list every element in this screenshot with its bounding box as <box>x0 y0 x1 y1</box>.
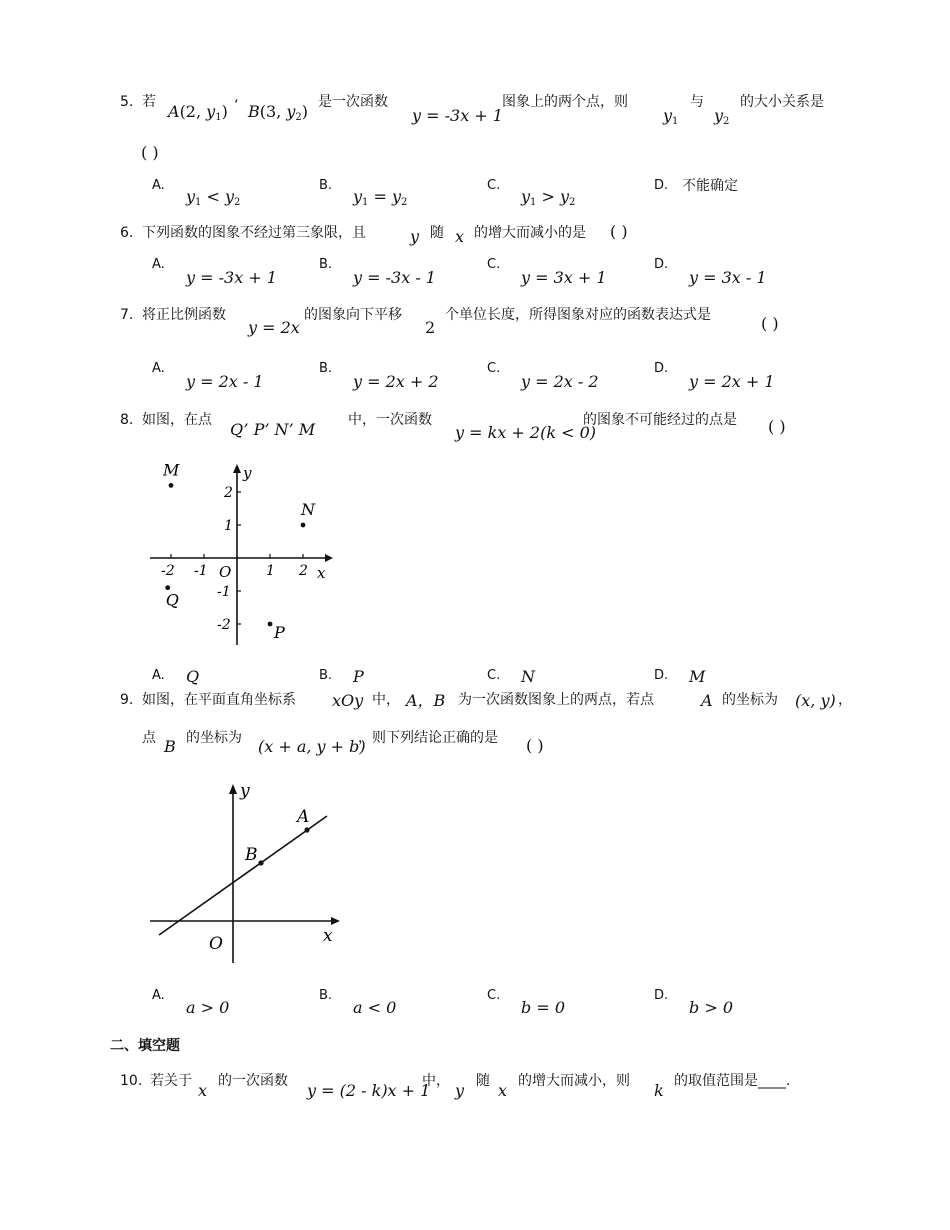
q8-answer-paren: ( ) <box>768 417 786 436</box>
q10-x-2: x <box>498 1081 508 1100</box>
q6-x: x <box>455 227 465 246</box>
q8-y-arrow <box>233 464 241 473</box>
q8-option-d-label[interactable]: D. <box>654 668 669 683</box>
q5-option-c-label[interactable]: C. <box>487 178 501 193</box>
q8-point-q-dot <box>165 585 170 590</box>
q6-text-1: 下列函数的图象不经过第三象限，且 <box>142 225 366 241</box>
q8-x-tick-label: -1 <box>194 563 208 579</box>
q8-text-3: 的图象不可能经过的点是 <box>583 412 737 428</box>
q7-option-d[interactable]: y = 2x + 1 <box>689 372 775 391</box>
q10-number: 10. <box>120 1073 143 1089</box>
q8-function: y = kx + 2(k < 0) <box>455 423 597 442</box>
q9-option-c[interactable]: b = 0 <box>521 998 565 1017</box>
q9-text-6: 的坐标为 <box>186 730 242 746</box>
q5-y1: $y_1$ <box>663 106 679 127</box>
q5-option-a[interactable]: $y_1 < y_2$ <box>186 187 241 208</box>
q9-comma: ， <box>838 692 852 708</box>
q5-separator: ’ <box>234 98 239 114</box>
q6-option-a-label[interactable]: A. <box>152 257 165 272</box>
q7-answer-paren: ( ) <box>761 314 779 333</box>
q9-option-b-label[interactable]: B. <box>319 988 333 1003</box>
q5-text-4: 与 <box>690 94 704 110</box>
q5-text-1: 若 <box>142 94 156 110</box>
q9-text-2: 中， <box>372 692 400 708</box>
q7-option-b[interactable]: y = 2x + 2 <box>353 372 439 391</box>
q7-option-b-label[interactable]: B. <box>319 361 333 376</box>
q5-option-c[interactable]: $y_1 > y_2$ <box>521 187 576 208</box>
q10-y: y <box>455 1081 465 1100</box>
q8-option-a-label[interactable]: A. <box>152 668 165 683</box>
q9-text-1: 如图，在平面直角坐标系 <box>142 692 296 708</box>
q7-text-2: 的图象向下平移 <box>304 307 402 323</box>
q7-option-a-label[interactable]: A. <box>152 361 165 376</box>
q9-option-d[interactable]: b > 0 <box>689 998 733 1017</box>
q10-text-5: 的增大而减小，则 <box>518 1073 630 1089</box>
q6-text-2: 随 <box>430 225 444 241</box>
q8-point-p-label: P <box>274 623 285 642</box>
q9-origin-label: O <box>209 934 223 954</box>
q9-y-label: y <box>240 781 250 801</box>
q9-point-a: A <box>701 691 713 710</box>
q8-y-tick-label: -1 <box>217 584 231 600</box>
q9-coord-b: (x + a, y + b) <box>258 737 366 756</box>
q5-option-d[interactable]: 不能确定 <box>682 178 738 194</box>
q8-option-b-label[interactable]: B. <box>319 668 333 683</box>
q8-point-m-label: M <box>163 460 180 480</box>
q5-point-a: A(2, $y_1$) <box>168 102 228 123</box>
q9-text-5: 点 <box>142 730 156 746</box>
q5-option-b[interactable]: $y_1 = y_2$ <box>353 187 408 208</box>
q9-text-4: 的坐标为 <box>722 692 778 708</box>
q8-option-d[interactable]: M <box>689 667 706 686</box>
q8-y-tick-label: -2 <box>217 617 231 633</box>
q9-text-7: ，则下列结论正确的是 <box>358 730 498 746</box>
q8-option-c[interactable]: N <box>521 667 535 686</box>
q5-option-a-label[interactable]: A. <box>152 178 165 193</box>
q8-y-tick-label: 2 <box>224 485 233 501</box>
q6-option-a[interactable]: y = -3x + 1 <box>186 268 277 287</box>
q8-point-n-dot <box>301 523 306 528</box>
q7-function: y = 2x <box>248 318 300 337</box>
q7-option-a[interactable]: y = 2x - 1 <box>186 372 264 391</box>
q6-text-3: 的增大而减小的是 <box>474 225 586 241</box>
q6-option-b[interactable]: y = -3x - 1 <box>353 268 436 287</box>
q9-graph-label-b: B <box>245 845 258 865</box>
q8-x-label: x <box>317 564 326 582</box>
q6-option-c-label[interactable]: C. <box>487 257 501 272</box>
q9-points-ab: A，B <box>406 691 446 710</box>
q9-function-line <box>159 816 327 935</box>
q5-answer-paren: ( ) <box>141 143 159 162</box>
q9-x-arrow <box>331 917 340 925</box>
q9-x-label: x <box>323 926 333 946</box>
q8-x-tick-label: 1 <box>266 563 275 579</box>
q7-text-3: 个单位长度，所得图象对应的函数表达式是 <box>445 307 711 323</box>
q8-point-p-dot <box>268 622 273 627</box>
q7-option-d-label[interactable]: D. <box>654 361 669 376</box>
q7-shift-amount: 2 <box>425 318 436 337</box>
q6-option-c[interactable]: y = 3x + 1 <box>521 268 607 287</box>
q8-point-n-label: N <box>301 500 315 519</box>
q9-coordinate-system: xOy <box>332 691 364 710</box>
q9-option-a[interactable]: a > 0 <box>186 998 230 1017</box>
q9-text-3: 为一次函数图象上的两点，若点 <box>458 692 654 708</box>
q8-coordinate-graph <box>145 455 340 650</box>
q9-coordinate-graph <box>145 778 350 968</box>
q6-option-d-label[interactable]: D. <box>654 257 669 272</box>
q10-text-4: 随 <box>476 1073 490 1089</box>
q8-x-tick-label: 2 <box>299 563 308 579</box>
q9-option-d-label[interactable]: D. <box>654 988 669 1003</box>
q8-option-b[interactable]: P <box>353 667 364 686</box>
q6-option-b-label[interactable]: B. <box>319 257 333 272</box>
q9-answer-paren: ( ) <box>526 736 544 755</box>
q10-x: x <box>198 1081 208 1100</box>
q8-option-c-label[interactable]: C. <box>487 668 501 683</box>
q8-x-arrow <box>325 554 333 562</box>
q10-text-1: 若关于 <box>150 1073 192 1089</box>
q9-coord-a: (x, y) <box>795 691 836 710</box>
q5-text-5: 的大小关系是 <box>740 94 824 110</box>
q8-point-q-label: Q <box>165 590 179 610</box>
q9-y-arrow <box>229 784 237 794</box>
q10-text-3: 中， <box>422 1073 450 1089</box>
q8-y-label: y <box>243 464 252 482</box>
q5-number: 5. <box>120 94 134 110</box>
q6-option-d[interactable]: y = 3x - 1 <box>689 268 767 287</box>
q9-point-b-dot <box>258 860 263 865</box>
q8-text-2: 中，一次函数 <box>348 412 432 428</box>
q9-point-b: B <box>164 737 176 756</box>
q8-option-a[interactable]: Q <box>186 667 200 686</box>
q7-option-c-label[interactable]: C. <box>487 361 501 376</box>
q7-option-c[interactable]: y = 2x - 2 <box>521 372 599 391</box>
q5-option-b-label[interactable]: B. <box>319 178 333 193</box>
q5-y2: $y_2$ <box>714 106 730 127</box>
q6-answer-paren: ( ) <box>610 222 628 241</box>
q8-text-1: 如图，在点 <box>142 412 212 428</box>
q5-text-2: 是一次函数 <box>318 94 388 110</box>
q5-point-b: B(3, $y_2$) <box>248 102 309 123</box>
q8-origin-label: O <box>219 563 232 581</box>
q9-option-a-label[interactable]: A. <box>152 988 165 1003</box>
q7-number: 7. <box>120 307 134 323</box>
q6-y: y <box>410 227 420 246</box>
q9-number: 9. <box>120 692 134 708</box>
q9-option-c-label[interactable]: C. <box>487 988 501 1003</box>
q10-k: k <box>654 1081 664 1100</box>
q5-option-d-label[interactable]: D. <box>654 178 669 193</box>
section-title-fill-blank: 二、填空题 <box>110 1038 180 1054</box>
q8-number: 8. <box>120 412 134 428</box>
q5-function: y = -3x + 1 <box>412 106 503 125</box>
q10-text-6: 的取值范围是____. <box>674 1073 791 1089</box>
q9-graph-label-a: A <box>297 807 310 827</box>
q5-text-3: 图象上的两个点，则 <box>502 94 628 110</box>
q8-points: Q’ P’ N’ M <box>230 420 316 439</box>
q9-option-b[interactable]: a < 0 <box>353 998 397 1017</box>
q8-y-tick-label: 1 <box>224 518 233 534</box>
q6-number: 6. <box>120 225 134 241</box>
q8-x-tick-label: -2 <box>161 563 175 579</box>
q8-point-m-dot <box>169 483 174 488</box>
q9-point-a-dot <box>304 827 309 832</box>
q10-function: y = (2 - k)x + 1 <box>307 1081 431 1100</box>
q10-text-2: 的一次函数 <box>218 1073 288 1089</box>
q7-text-1: 将正比例函数 <box>142 307 226 323</box>
